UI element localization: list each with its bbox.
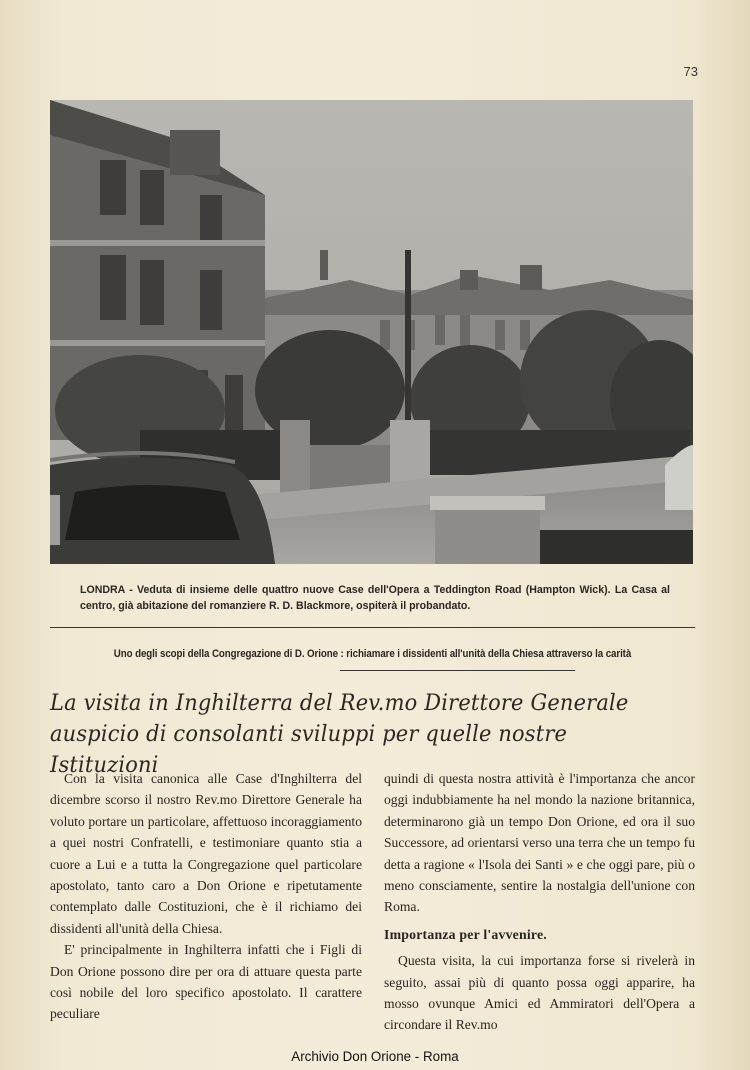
archive-footer: Archivio Don Orione - Roma: [291, 1049, 459, 1064]
headline-line-2: auspicio di consolanti sviluppi per quelle nostre Istituzioni: [50, 721, 568, 778]
right-paragraph-1: quindi di questa nostra attività è l'importanza che ancor oggi indubbiamente ha nel mondo la nazione britannica, determinarono già un tempo Don Orione, ed ora il suo Successore, ad orientarsi verso una terra che un tempo fu detta a ragione « l'Isola dei Santi » e che oggi pare, più o meno consciamente, sentire la nostalgia dell'unione con Roma.: [384, 771, 695, 915]
divider-top: [50, 627, 695, 628]
page-number: 73: [683, 64, 698, 79]
left-paragraph-1: Con la visita canonica alle Case d'Inghilterra del dicembre scorso il nostro Rev.mo Direttore Generale ha voluto portare un particolare, affettuoso incoraggiamento a quei nostri Confratelli, e testimoniare quanto stia a cuore a Lui e a tutta la Congregazione quel particolare apostolato, tanto caro a Don Orione e ripetutamente contemplato dalle Costituzioni, che è il richiamo dei dissidenti all'unità della Chiesa.: [50, 771, 362, 936]
subheading: Uno degli scopi della Congregazione di D. Orione : richiamare i dissidenti all'unità della Chiesa attraverso la carità: [113, 648, 632, 660]
divider-short: [340, 670, 575, 671]
street-photograph: [50, 100, 693, 564]
left-paragraph-2: E' principalmente in Inghilterra infatti che i Figli di Don Orione possono dire per ora di attuare questa parte così nobile del loro specifico apostolato. Il carattere peculiare: [50, 942, 362, 1022]
headline-line-1: La visita in Inghilterra del Rev.mo Direttore Generale: [50, 690, 629, 716]
right-paragraph-2: Questa visita, la cui importanza forse si rivelerà in seguito, assai più di quanto possa oggi apparire, ha mosso ovunque Amici ed Ammiratori dell'Opera a circondare il Rev.mo: [384, 953, 695, 1033]
photo-icon: [50, 100, 693, 564]
left-column: [50, 768, 362, 1025]
photo-caption: LONDRA - Veduta di insieme delle quattro nuove Case dell'Opera a Teddington Road (Hampton Wick). La Casa al centro, già abitazione del romanziere R. D. Blackmore, ospiterà il probandato.: [80, 584, 670, 612]
right-column: [384, 768, 695, 1036]
section-title: Importanza per l'avvenire.: [384, 926, 547, 942]
